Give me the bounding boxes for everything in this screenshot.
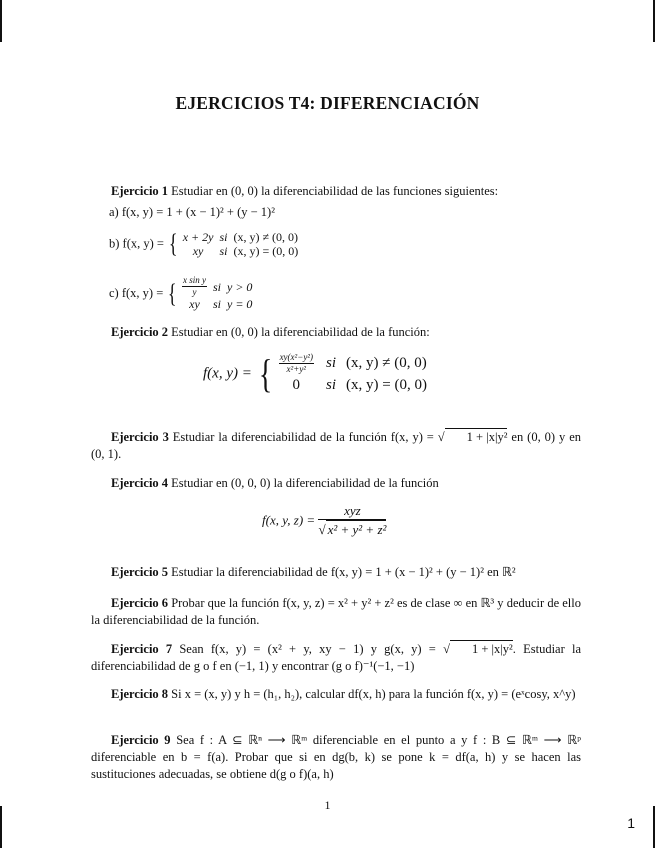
exercise-1-b [109, 230, 304, 258]
exercise-text: Si x = (x, y) y h = (h₁, h₂), calcular df(x, h) para la función f(x, y) = (eˣcosy, x^y) [168, 687, 576, 701]
exercise-text-cont: . Estudiar la diferenciabilidad de g o f en (−1, 1) y encontrar (g o f)⁻¹(−1, −1) [91, 642, 581, 673]
case-expr: x + 2y [182, 230, 214, 244]
fraction [279, 353, 314, 374]
exercise-text: Estudiar en (0, 0, 0) la diferenciabilidad de la función [168, 476, 439, 490]
exercise-text: Estudiar en (0, 0) la diferenciabilidad de las funciones siguientes: [168, 184, 499, 198]
sqrt-symbol: √ [437, 430, 445, 444]
case-si: si [219, 244, 228, 258]
exercise-label: Ejercicio 8 [111, 687, 169, 701]
denominator: x²+y² [286, 364, 307, 375]
piecewise-cases [182, 276, 258, 311]
case-expr: xy [189, 297, 200, 311]
exercise-text: Probar que la función f(x, y, z) = x² + y² + z² es de clase ∞ en ℝ³ y deducir de ello la diferenciabilidad de la función. [91, 596, 581, 627]
case-si: si [326, 377, 337, 394]
exercise-6 [91, 595, 581, 629]
exercise-label: Ejercicio 7 [111, 642, 173, 656]
exercise-label: Ejercicio 2 [111, 325, 169, 339]
brace: { [168, 278, 177, 308]
case-cond: y > 0 [227, 279, 253, 294]
exercise-label: Ejercicio 6 [111, 596, 169, 610]
exercise-4 [91, 475, 581, 492]
exercise-1 [91, 183, 581, 200]
brace: { [258, 351, 272, 397]
sqrt-radicand: 1 + |x|y² [445, 428, 508, 446]
denominator: √ x² + y² + z² [318, 522, 387, 537]
exercise-text: Estudiar la diferenciabilidad de f(x, y) = 1 + (x − 1)² + (y − 1)² en ℝ² [168, 565, 516, 579]
numerator: xyz [318, 502, 386, 520]
exercise-text: Sean f(x, y) = (x² + y, xy − 1) y g(x, y) = [172, 642, 444, 656]
exercise-text: Estudiar la diferenciabilidad de la función f(x, y) = [168, 430, 438, 444]
formula-lhs: c) f(x, y) = [109, 286, 164, 300]
case-si: si [212, 297, 221, 311]
case-expr: 0 [292, 377, 301, 394]
case-cond: (x, y) = (0, 0) [346, 377, 427, 394]
sqrt-radicand: 1 + |x|y² [450, 640, 513, 658]
case-si: si [219, 230, 228, 244]
exercise-text: Estudiar en (0, 0) la diferenciabilidad de la función: [168, 325, 430, 339]
exercise-text-cont: en (0, 0) y en (0, 1). [91, 430, 581, 461]
exercise-label: Ejercicio 3 [111, 430, 169, 444]
exercise-3 [91, 428, 581, 463]
exercise-2-formula [203, 352, 433, 396]
denominator: y [192, 287, 197, 297]
brace: { [168, 229, 178, 258]
exercise-9 [91, 732, 581, 783]
sqrt-radicand: x² + y² + z² [327, 522, 387, 537]
case-cond: (x, y) = (0, 0) [233, 244, 299, 258]
exercise-8 [91, 686, 581, 703]
fraction [318, 502, 386, 539]
exercise-4-formula [262, 502, 386, 539]
piecewise-cases [279, 352, 433, 396]
case-expr: xy [192, 244, 204, 258]
exercise-label: Ejercicio 9 [111, 733, 171, 747]
case-si: si [212, 279, 221, 294]
page-number: 1 [324, 798, 331, 812]
exercise-label: Ejercicio 1 [111, 184, 169, 198]
exercise-label: Ejercicio 5 [111, 565, 169, 579]
piecewise-cases [183, 230, 305, 258]
formula-lhs: b) f(x, y) = [109, 236, 164, 251]
case-cond: (x, y) ≠ (0, 0) [233, 230, 299, 244]
exercise-label: Ejercicio 4 [111, 476, 169, 490]
formula-lhs: f(x, y) = [203, 365, 252, 382]
exercise-5 [91, 564, 581, 581]
fraction [182, 276, 207, 297]
case-cond: (x, y) ≠ (0, 0) [346, 355, 427, 372]
sqrt-symbol: √ [443, 642, 450, 656]
exercise-7 [91, 640, 581, 675]
case-si: si [326, 355, 337, 372]
exercise-2 [91, 324, 581, 341]
crop-mark-top-left [0, 0, 2, 42]
case-cond: y = 0 [227, 297, 253, 311]
exercise-1-a: a) f(x, y) = 1 + (x − 1)² + (y − 1)² [109, 205, 275, 219]
formula-lhs: f(x, y, z) = [262, 512, 316, 528]
exercise-text: Sea f : A ⊆ ℝⁿ ⟶ ℝᵐ diferenciable en el punto a y f : B ⊆ ℝᵐ ⟶ ℝᵖ diferenciable en b = f(a). Probar que si en dg(b, k) se pone k = df(a, h) y se hacen las sustituciones adecuadas, se obtiene d(g o f)(a, h) [91, 733, 582, 781]
exercise-1-c [109, 276, 258, 311]
viewer-page-indicator: 1 [627, 815, 635, 831]
numerator: x sin y [182, 275, 206, 285]
numerator: xy(x²−y²) [279, 352, 314, 363]
document-title: EJERCICIOS T4: DIFERENCIACIÓN [175, 93, 480, 113]
